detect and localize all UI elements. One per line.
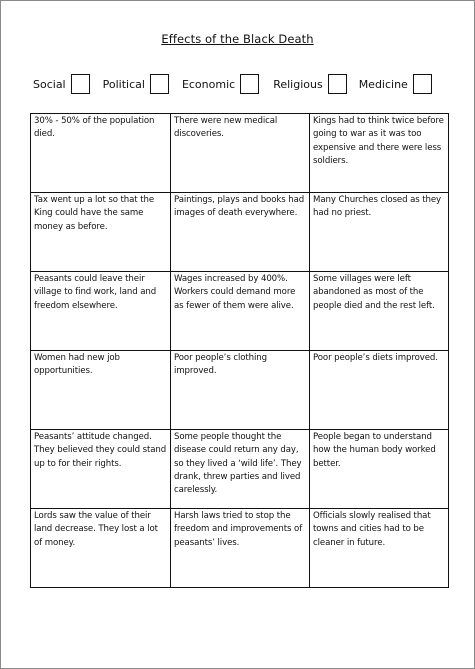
effect-card[interactable]: There were new medical discoveries.: [171, 114, 310, 193]
effect-card[interactable]: Some villages were left abandoned as most of the people died and the rest left.: [310, 272, 449, 351]
legend-checkbox[interactable]: [328, 74, 347, 94]
table-row: [31, 430, 449, 509]
effect-card[interactable]: Peasants could leave their village to find work, land and freedom elsewhere.: [31, 272, 171, 351]
effects-grid: [30, 113, 449, 588]
legend-social: [33, 74, 90, 94]
legend-label: Medicine: [358, 77, 408, 91]
effect-card[interactable]: Poor people’s clothing improved.: [171, 351, 310, 430]
worksheet-title: Effects of the Black Death: [161, 32, 314, 46]
effect-card[interactable]: Women had new job opportunities.: [31, 351, 171, 430]
legend-label: Religious: [273, 77, 323, 91]
effect-card[interactable]: Officials slowly realised that towns and cities had to be cleaner in future.: [310, 509, 449, 588]
effect-card[interactable]: Poor people’s diets improved.: [310, 351, 449, 430]
effect-card[interactable]: Tax went up a lot so that the King could have the same money as before.: [31, 193, 171, 272]
legend-medicine: [359, 74, 432, 94]
effect-card[interactable]: Paintings, plays and books had images of death everywhere.: [171, 193, 310, 272]
table-row: [31, 509, 449, 588]
legend-checkbox[interactable]: [71, 74, 90, 94]
effect-card[interactable]: Some people thought the disease could return any day, so they lived a ‘wild life’. They drank, threw parties and lived carelessly.: [171, 430, 310, 509]
table-row: [31, 272, 449, 351]
legend-label: Political: [102, 77, 145, 91]
table-row: [31, 114, 449, 193]
table-row: [31, 193, 449, 272]
table-row: [31, 351, 449, 430]
legend-label: Economic: [181, 77, 236, 91]
legend-checkbox[interactable]: [413, 74, 432, 94]
legend-checkbox[interactable]: [240, 74, 259, 94]
effect-card[interactable]: Lords saw the value of their land decrease. They lost a lot of money.: [31, 509, 171, 588]
category-legend: [33, 72, 432, 96]
effect-card[interactable]: Many Churches closed as they had no priest.: [310, 193, 449, 272]
effect-card[interactable]: Peasants’ attitude changed. They believed they could stand up to for their rights.: [31, 430, 171, 509]
effect-card[interactable]: 30% - 50% of the population died.: [31, 114, 171, 193]
effect-card[interactable]: People began to understand how the human body worked better.: [310, 430, 449, 509]
effect-card[interactable]: Harsh laws tried to stop the freedom and improvements of peasants’ lives.: [171, 509, 310, 588]
legend-religious: [273, 74, 347, 94]
legend-checkbox[interactable]: [150, 74, 169, 94]
legend-label: Social: [33, 77, 66, 91]
effect-card[interactable]: Kings had to think twice before going to war as it was too expensive and there were less soldiers.: [310, 114, 449, 193]
legend-economic: [182, 74, 259, 94]
legend-political: [103, 74, 169, 94]
effect-card[interactable]: Wages increased by 400%. Workers could demand more as fewer of them were alive.: [171, 272, 310, 351]
